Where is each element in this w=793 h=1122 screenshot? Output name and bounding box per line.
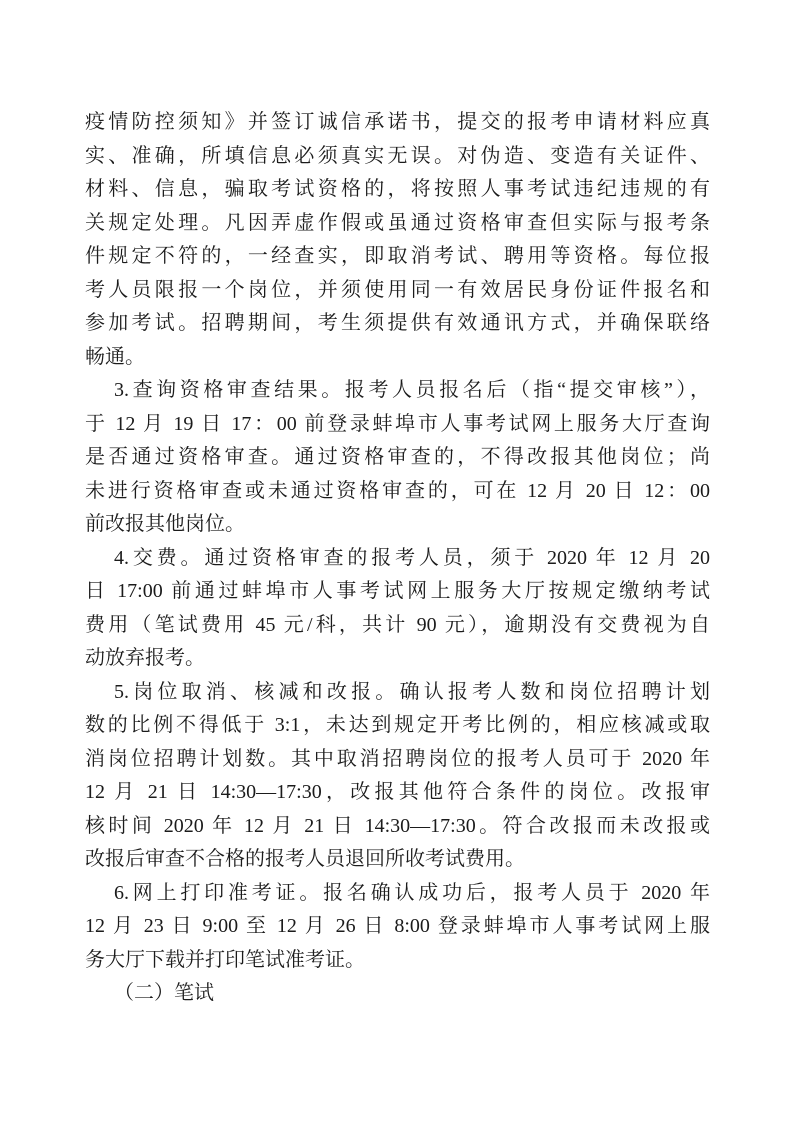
text-line: 疫情防控须知》并签订诚信承诺书，提交的报考申请材料应真 (85, 111, 710, 133)
text-line: 核时间 2020 年 12 月 21 日 14:30—17:30。符合改报而未改报或 (85, 814, 710, 837)
paragraph-section-heading-written-test (85, 977, 710, 1011)
text-line: 改报后审查不合格的报考人员退回所收考试费用。 (85, 848, 525, 870)
text-line: 4.交费。通过资格审查的报考人员，须于 2020 年 12 月 20 (114, 546, 710, 569)
paragraph-intro-continuation (85, 106, 710, 374)
text-line: 费用（笔试费用 45 元/科，共计 90 元），逾期没有交费视为自 (85, 613, 710, 636)
text-line: 务大厅下载并打印笔试准考证。 (85, 948, 365, 971)
text-line: 3.查询资格审查结果。报考人员报名后（指“提交审核”）， (114, 379, 710, 401)
text-line: 12 月 23 日 9:00 至 12 月 26 日 8:00 登录蚌埠市人事考试网上服 (85, 915, 710, 937)
paragraph-item-4 (85, 542, 710, 676)
text-line: 未进行资格审查或未通过资格审查的，可在 12 月 20 日 12：00 (85, 479, 710, 502)
text-line: 于 12 月 19 日 17：00 前登录蚌埠市人事考试网上服务大厅查询 (85, 412, 710, 435)
text-line: 实、准确，所填信息必须真实无误。对伪造、变造有关证件、 (85, 144, 710, 167)
text-line: 材料、信息，骗取考试资格的，将按照人事考试违纪违规的有 (85, 178, 710, 200)
paragraph-item-3 (85, 374, 710, 542)
text-line: 畅通。 (85, 345, 145, 368)
text-line: 日 17:00 前通过蚌埠市人事考试网上服务大厅按规定缴纳考试 (85, 580, 710, 602)
document-body (85, 106, 710, 1011)
text-line: 参加考试。招聘期间，考生须提供有效通讯方式，并确保联络 (85, 312, 710, 334)
section-heading: （二）笔试 (114, 982, 214, 1004)
paragraph-item-5 (85, 676, 710, 877)
paragraph-item-6 (85, 877, 710, 978)
text-line: 6.网上打印准考证。报名确认成功后，报考人员于 2020 年 (114, 881, 710, 904)
text-line: 消岗位招聘计划数。其中取消招聘岗位的报考人员可于 2020 年 (85, 747, 710, 770)
text-line: 关规定处理。凡因弄虚作假或虽通过资格审查但实际与报考条 (85, 211, 710, 234)
text-line: 考人员限报一个岗位，并须使用同一有效居民身份证件报名和 (85, 278, 710, 301)
text-line: 12 月 21 日 14:30—17:30，改报其他符合条件的岗位。改报审 (85, 781, 710, 803)
text-line: 数的比例不得低于 3:1，未达到规定开考比例的，相应核减或取 (85, 714, 710, 736)
text-line: 5.岗位取消、核减和改报。确认报考人数和岗位招聘计划 (114, 680, 710, 703)
text-line: 前改报其他岗位。 (85, 513, 245, 535)
text-line: 件规定不符的，一经查实，即取消考试、聘用等资格。每位报 (85, 245, 710, 267)
text-line: 是否通过资格审查。通过资格审查的，不得改报其他岗位；尚 (85, 446, 710, 468)
text-line: 动放弃报考。 (85, 647, 205, 669)
